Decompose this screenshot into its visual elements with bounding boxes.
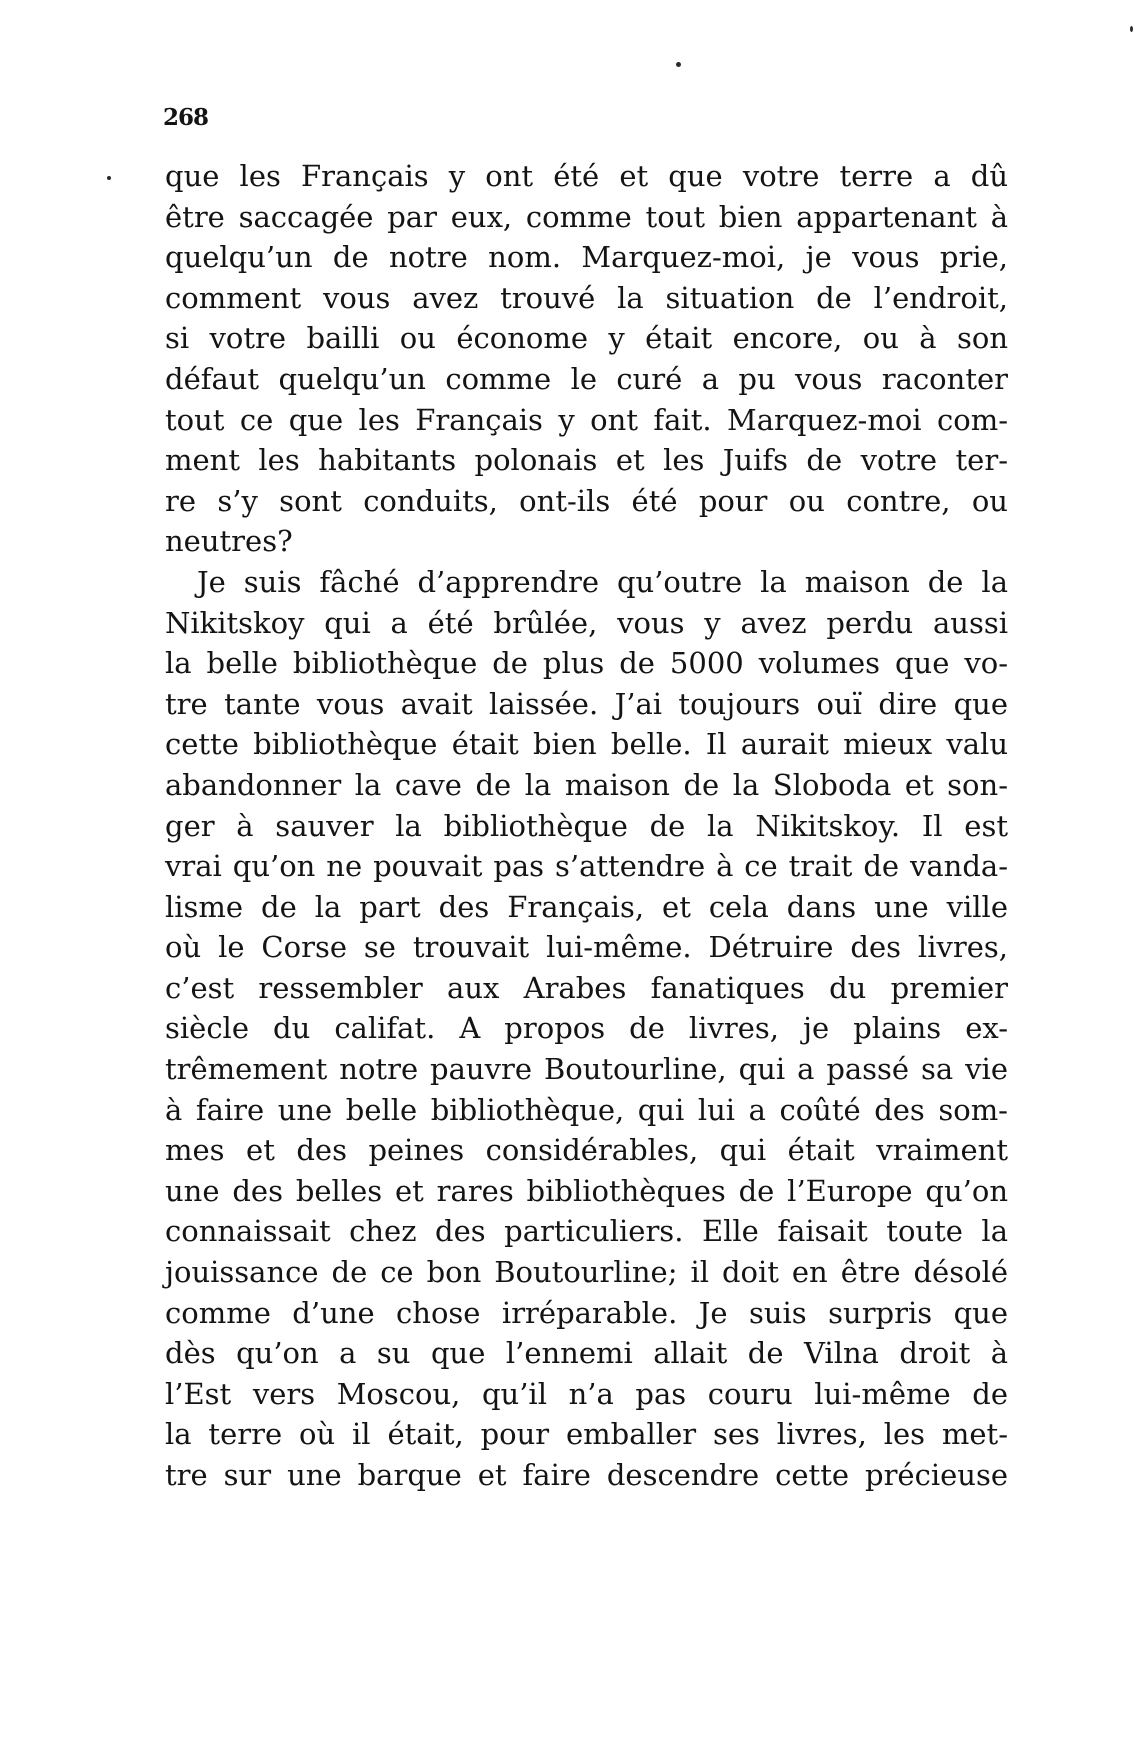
page-number: 268 [163, 104, 209, 131]
text-line: une des belles et rares bibliothèques de l’Europe qu’on [165, 1173, 1008, 1208]
text-line: ger à sauver la bibliothèque de la Nikitskoy. Il est [165, 808, 1008, 843]
text-line: tout ce que les Français y ont fait. Marquez-moi com- [165, 402, 1008, 437]
text-line: comment vous avez trouvé la situation de l’endroit, [165, 280, 1008, 315]
text-line: Nikitskoy qui a été brûlée, vous y avez perdu aussi [165, 605, 1008, 640]
text-line: où le Corse se trouvait lui-même. Détruire des livres, [165, 930, 1008, 965]
scan-speck [107, 176, 111, 180]
text-line: si votre bailli ou économe y était encore, ou à son [165, 321, 1008, 356]
text-line: mes et des peines considérables, qui était vraiment [165, 1133, 1008, 1168]
text-line: vrai qu’on ne pouvait pas s’attendre à ce trait de vanda- [165, 849, 1008, 884]
text-line: la belle bibliothèque de plus de 5000 volumes que vo- [165, 646, 1008, 681]
text-line: tre tante vous avait laissée. J’ai toujours ouï dire que [165, 686, 1008, 721]
text-line: tre sur une barque et faire descendre cette précieuse [165, 1458, 1008, 1492]
text-line: abandonner la cave de la maison de la Sloboda et son- [165, 767, 1008, 802]
text-line: cette bibliothèque était bien belle. Il aurait mieux valu [165, 727, 1008, 762]
text-line: dès qu’on a su que l’ennemi allait de Vilna droit à [165, 1336, 1008, 1371]
text-line: l’Est vers Moscou, qu’il n’a pas couru lui-même de [165, 1376, 1008, 1411]
text-line: neutres? [165, 524, 293, 559]
text-line: trêmement notre pauvre Boutourline, qui a passé sa vie [165, 1052, 1008, 1087]
text-line: re s’y sont conduits, ont-ils été pour ou contre, ou [165, 483, 1008, 518]
text-line: à faire une belle bibliothèque, qui lui a coûté des som- [165, 1092, 1008, 1127]
text-line: défaut quelqu’un comme le curé a pu vous raconter [165, 361, 1008, 396]
scan-speck [1130, 26, 1133, 32]
text-line: ment les habitants polonais et les Juifs de votre ter- [165, 443, 1008, 478]
paragraph [165, 562, 1008, 1496]
text-line: jouissance de ce bon Boutourline; il doit en être désolé [165, 1255, 1008, 1290]
body-text [165, 156, 1008, 1496]
text-line: c’est ressembler aux Arabes fanatiques du premier [165, 970, 1008, 1005]
text-line: la terre où il était, pour emballer ses livres, les met- [165, 1417, 1008, 1452]
text-line: quelqu’un de notre nom. Marquez-moi, je vous prie, [165, 240, 1008, 275]
scan-speck [676, 62, 681, 67]
text-line: connaissait chez des particuliers. Elle faisait toute la [165, 1214, 1008, 1249]
text-line: siècle du califat. A propos de livres, je plains ex- [165, 1011, 1008, 1046]
text-line: comme d’une chose irréparable. Je suis surpris que [165, 1295, 1008, 1330]
paragraph [165, 156, 1008, 562]
text-line: lisme de la part des Français, et cela dans une ville [165, 889, 1008, 924]
text-line: Je suis fâché d’apprendre qu’outre la maison de la [197, 564, 1008, 599]
text-line: être saccagée par eux, comme tout bien appartenant à [165, 199, 1008, 234]
text-line: que les Français y ont été et que votre terre a dû [165, 159, 1008, 193]
